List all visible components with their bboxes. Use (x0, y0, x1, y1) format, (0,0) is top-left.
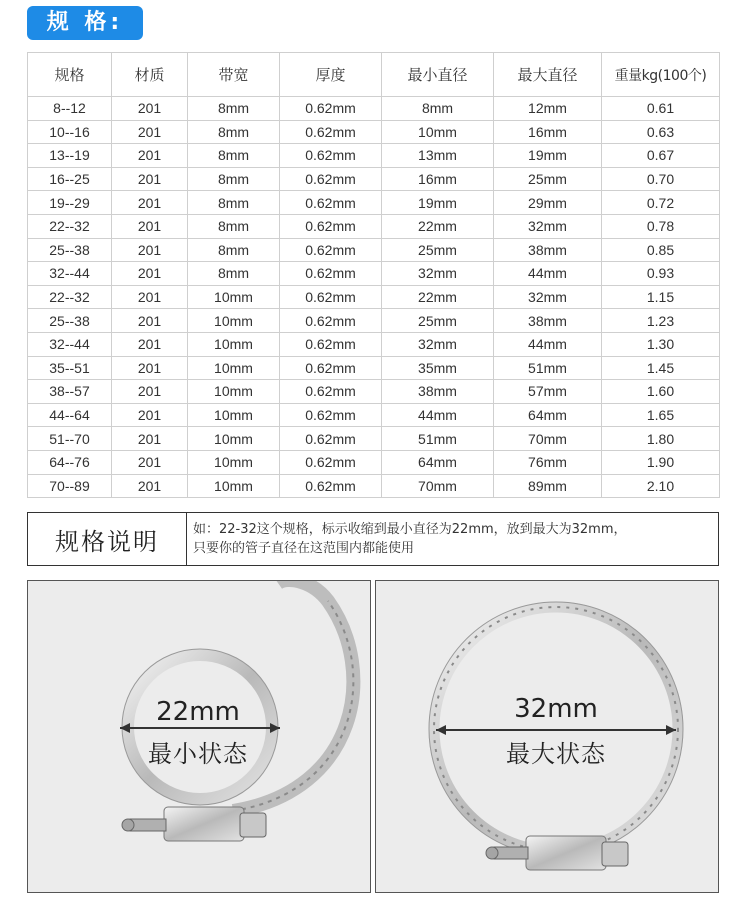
table-cell: 32mm (382, 262, 494, 286)
table-cell: 0.62mm (280, 285, 382, 309)
table-cell: 8mm (188, 238, 280, 262)
table-row (28, 403, 720, 427)
table-cell: 22mm (382, 214, 494, 238)
table-cell: 10mm (188, 403, 280, 427)
table-cell: 16mm (382, 167, 494, 191)
table-cell: 201 (112, 191, 188, 215)
table-cell: 10mm (188, 332, 280, 356)
table-cell: 0.62mm (280, 97, 382, 121)
table-cell: 0.62mm (280, 427, 382, 451)
table-cell: 0.85 (602, 238, 720, 262)
table-cell: 10mm (382, 120, 494, 144)
table-row (28, 238, 720, 262)
photo-max-state (375, 580, 719, 893)
table-row (28, 356, 720, 380)
table-cell: 44--64 (28, 403, 112, 427)
table-cell: 8mm (188, 262, 280, 286)
table-cell: 201 (112, 309, 188, 333)
table-cell: 1.23 (602, 309, 720, 333)
table-cell: 13mm (382, 144, 494, 168)
table-cell: 0.61 (602, 97, 720, 121)
table-cell: 19mm (494, 144, 602, 168)
column-header-band-width: 带宽 (188, 53, 280, 97)
table-cell: 70mm (382, 474, 494, 498)
table-cell: 1.15 (602, 285, 720, 309)
table-row (28, 380, 720, 404)
column-header-material: 材质 (112, 53, 188, 97)
table-cell: 0.62mm (280, 120, 382, 144)
table-cell: 32--44 (28, 262, 112, 286)
table-cell: 0.67 (602, 144, 720, 168)
table-cell: 201 (112, 427, 188, 451)
table-cell: 0.93 (602, 262, 720, 286)
table-cell: 201 (112, 474, 188, 498)
table-cell: 25mm (382, 238, 494, 262)
table-cell: 64--76 (28, 450, 112, 474)
table-row (28, 474, 720, 498)
spec-note (27, 512, 719, 566)
table-cell: 8mm (188, 97, 280, 121)
table-row (28, 262, 720, 286)
table-cell: 51--70 (28, 427, 112, 451)
table-cell: 25--38 (28, 309, 112, 333)
table-cell: 12mm (494, 97, 602, 121)
table-cell: 38mm (494, 309, 602, 333)
table-cell: 16mm (494, 120, 602, 144)
table-cell: 201 (112, 167, 188, 191)
note-title: 规格说明 (28, 513, 187, 565)
table-cell: 25--38 (28, 238, 112, 262)
spec-table (27, 52, 720, 498)
table-row (28, 214, 720, 238)
table-cell: 8mm (188, 191, 280, 215)
table-cell: 1.60 (602, 380, 720, 404)
table-cell: 8mm (188, 214, 280, 238)
table-cell: 35mm (382, 356, 494, 380)
photo-min-state (27, 580, 371, 893)
table-cell: 1.65 (602, 403, 720, 427)
table-cell: 10mm (188, 380, 280, 404)
table-cell: 0.62mm (280, 309, 382, 333)
table-cell: 0.62mm (280, 474, 382, 498)
table-cell: 1.30 (602, 332, 720, 356)
table-cell: 201 (112, 238, 188, 262)
table-cell: 70--89 (28, 474, 112, 498)
table-cell: 10mm (188, 474, 280, 498)
table-cell: 89mm (494, 474, 602, 498)
table-cell: 44mm (494, 262, 602, 286)
column-header-spec: 规格 (28, 53, 112, 97)
column-header-weight: 重量kg(100个) (602, 53, 720, 97)
table-cell: 35--51 (28, 356, 112, 380)
table-cell: 201 (112, 450, 188, 474)
table-cell: 16--25 (28, 167, 112, 191)
table-cell: 8mm (188, 120, 280, 144)
table-cell: 201 (112, 403, 188, 427)
table-row (28, 120, 720, 144)
table-cell: 44mm (382, 403, 494, 427)
table-cell: 64mm (494, 403, 602, 427)
table-cell: 32mm (494, 214, 602, 238)
table-cell: 201 (112, 262, 188, 286)
table-cell: 19--29 (28, 191, 112, 215)
table-cell: 32mm (494, 285, 602, 309)
table-row (28, 191, 720, 215)
table-cell: 201 (112, 332, 188, 356)
table-cell: 10mm (188, 450, 280, 474)
table-cell: 70mm (494, 427, 602, 451)
table-cell: 0.62mm (280, 262, 382, 286)
table-cell: 0.62mm (280, 144, 382, 168)
table-cell: 19mm (382, 191, 494, 215)
table-cell: 1.45 (602, 356, 720, 380)
note-line-2: 只要你的管子直径在这范围内都能使用 (193, 541, 415, 556)
table-cell: 8mm (188, 167, 280, 191)
table-row (28, 144, 720, 168)
column-header-thickness: 厚度 (280, 53, 382, 97)
table-cell: 0.62mm (280, 191, 382, 215)
table-cell: 29mm (494, 191, 602, 215)
table-body (28, 97, 720, 498)
table-cell: 8--12 (28, 97, 112, 121)
table-cell: 201 (112, 97, 188, 121)
table-cell: 201 (112, 285, 188, 309)
table-cell: 0.62mm (280, 238, 382, 262)
table-cell: 38mm (494, 238, 602, 262)
table-cell: 22--32 (28, 214, 112, 238)
max-dimension-label: 32mm (514, 694, 598, 724)
table-cell: 10mm (188, 285, 280, 309)
table-cell: 38--57 (28, 380, 112, 404)
table-cell: 57mm (494, 380, 602, 404)
table-cell: 22--32 (28, 285, 112, 309)
table-row (28, 332, 720, 356)
table-cell: 10mm (188, 356, 280, 380)
table-cell: 8mm (188, 144, 280, 168)
table-cell: 0.72 (602, 191, 720, 215)
table-cell: 0.62mm (280, 167, 382, 191)
table-cell: 0.62mm (280, 356, 382, 380)
table-row (28, 167, 720, 191)
table-cell: 0.62mm (280, 332, 382, 356)
table-row (28, 309, 720, 333)
table-cell: 0.78 (602, 214, 720, 238)
note-line-1: 如：22-32这个规格，标示收缩到最小直径为22mm，放到最大为32mm， (193, 522, 627, 537)
min-dimension-label: 22mm (156, 697, 240, 727)
table-cell: 76mm (494, 450, 602, 474)
table-cell: 0.62mm (280, 403, 382, 427)
table-cell: 64mm (382, 450, 494, 474)
table-cell: 0.70 (602, 167, 720, 191)
table-cell: 44mm (494, 332, 602, 356)
table-cell: 10mm (188, 427, 280, 451)
table-cell: 201 (112, 144, 188, 168)
table-cell: 1.80 (602, 427, 720, 451)
table-cell: 51mm (494, 356, 602, 380)
table-cell: 0.63 (602, 120, 720, 144)
table-cell: 32mm (382, 332, 494, 356)
table-cell: 201 (112, 214, 188, 238)
table-cell: 201 (112, 356, 188, 380)
table-cell: 201 (112, 380, 188, 404)
column-header-min-diameter: 最小直径 (382, 53, 494, 97)
table-cell: 13--19 (28, 144, 112, 168)
table-cell: 32--44 (28, 332, 112, 356)
page-title: 规 格: (27, 6, 143, 40)
table-row (28, 97, 720, 121)
table-cell: 10--16 (28, 120, 112, 144)
table-row (28, 285, 720, 309)
table-cell: 2.10 (602, 474, 720, 498)
table-cell: 22mm (382, 285, 494, 309)
table-cell: 0.62mm (280, 380, 382, 404)
max-state-label: 最大状态 (506, 740, 606, 768)
table-cell: 0.62mm (280, 450, 382, 474)
table-row (28, 450, 720, 474)
min-state-label: 最小状态 (148, 740, 248, 768)
table-cell: 25mm (382, 309, 494, 333)
table-cell: 201 (112, 120, 188, 144)
table-cell: 10mm (188, 309, 280, 333)
table-row (28, 427, 720, 451)
table-cell: 1.90 (602, 450, 720, 474)
table-cell: 8mm (382, 97, 494, 121)
table-cell: 51mm (382, 427, 494, 451)
table-cell: 38mm (382, 380, 494, 404)
table-header-row (28, 53, 720, 97)
table-cell: 25mm (494, 167, 602, 191)
table-cell: 0.62mm (280, 214, 382, 238)
note-text (187, 513, 718, 565)
column-header-max-diameter: 最大直径 (494, 53, 602, 97)
